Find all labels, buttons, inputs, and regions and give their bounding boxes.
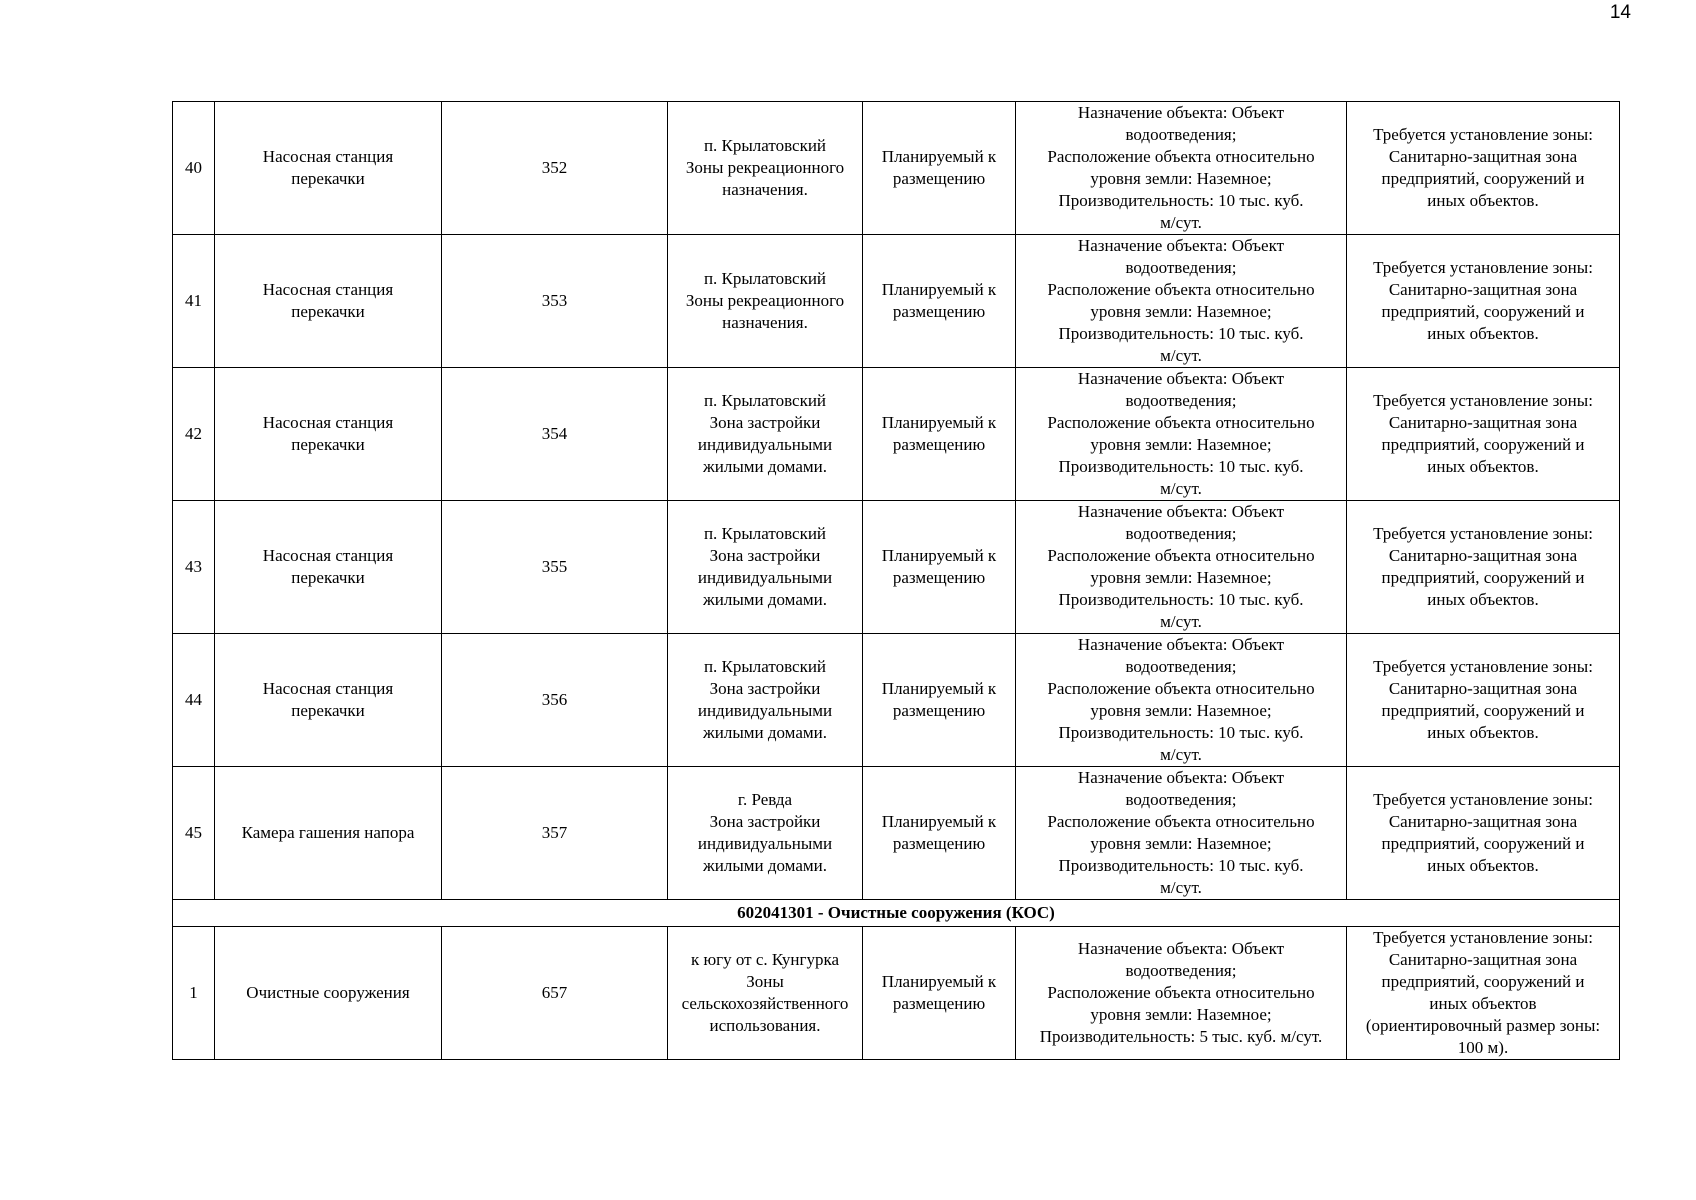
cell-status-line: размещению bbox=[892, 994, 986, 1013]
cell-characteristics-line: уровня земли: Наземное; bbox=[1090, 169, 1272, 188]
cell-zone-line: Требуется установление зоны: bbox=[1373, 125, 1593, 144]
cell-status-line: размещению bbox=[892, 169, 986, 188]
cell-zone-line: предприятий, сооружений и bbox=[1381, 169, 1585, 188]
cell-characteristics-line: уровня земли: Наземное; bbox=[1090, 834, 1272, 853]
cell-characteristics-line: водоотведения; bbox=[1125, 790, 1237, 809]
page-number: 14 bbox=[1609, 2, 1631, 23]
section-title: 602041301 - Очистные сооружения (КОС) bbox=[173, 900, 1620, 927]
cell-characteristics-line: Расположение объекта относительно bbox=[1047, 546, 1315, 565]
cell-characteristics-line: Производительность: 10 тыс. куб. bbox=[1058, 191, 1304, 210]
cell-location-line: жилыми домами. bbox=[703, 723, 827, 742]
cell-characteristics-line: Производительность: 10 тыс. куб. bbox=[1058, 723, 1304, 742]
cell-characteristics-line: водоотведения; bbox=[1125, 258, 1237, 277]
cell-zone-line: (ориентировочный размер зоны: bbox=[1365, 1016, 1601, 1035]
cell-object-name-line: перекачки bbox=[291, 302, 365, 321]
cell-characteristics-line: Назначение объекта: Объект bbox=[1077, 369, 1285, 388]
cell-number: 43 bbox=[173, 501, 215, 634]
cell-zone-line: Требуется установление зоны: bbox=[1373, 391, 1593, 410]
cell-zone bbox=[1347, 102, 1620, 235]
cell-zone-line: предприятий, сооружений и bbox=[1381, 568, 1585, 587]
cell-status-line: размещению bbox=[892, 701, 986, 720]
cell-status-line: размещению bbox=[892, 568, 986, 587]
cell-characteristics-line: Расположение объекта относительно bbox=[1047, 812, 1315, 831]
cell-object-name bbox=[215, 634, 442, 767]
cell-object-name-line: перекачки bbox=[291, 435, 365, 454]
cell-object-name-line: Насосная станция bbox=[262, 147, 394, 166]
cell-status bbox=[863, 927, 1016, 1060]
cell-location-line: Зона застройки bbox=[709, 546, 821, 565]
cell-zone-line: Требуется установление зоны: bbox=[1373, 657, 1593, 676]
cell-object-name-line: Насосная станция bbox=[262, 280, 394, 299]
cell-zone-line: Санитарно-защитная зона bbox=[1388, 413, 1578, 432]
cell-characteristics-line: м/сут. bbox=[1160, 479, 1202, 498]
cell-number: 41 bbox=[173, 235, 215, 368]
table-body bbox=[173, 102, 1620, 1060]
cell-status-line: Планируемый к bbox=[881, 812, 997, 831]
cell-object-name-line: Очистные сооружения bbox=[246, 983, 410, 1002]
cell-zone bbox=[1347, 368, 1620, 501]
cell-characteristics-line: водоотведения; bbox=[1125, 961, 1237, 980]
cell-location-line: жилыми домами. bbox=[703, 856, 827, 875]
cell-location-line: использования. bbox=[709, 1016, 821, 1035]
table-row bbox=[173, 927, 1620, 1060]
cell-number: 1 bbox=[173, 927, 215, 1060]
cell-code: 657 bbox=[442, 927, 668, 1060]
cell-zone-line: предприятий, сооружений и bbox=[1381, 435, 1585, 454]
cell-zone-line: Санитарно-защитная зона bbox=[1388, 147, 1578, 166]
cell-object-name-line: Камера гашения напора bbox=[241, 823, 415, 842]
cell-characteristics-line: водоотведения; bbox=[1125, 524, 1237, 543]
cell-location bbox=[668, 368, 863, 501]
cell-status-line: Планируемый к bbox=[881, 972, 997, 991]
cell-code: 356 bbox=[442, 634, 668, 767]
cell-location-line: жилыми домами. bbox=[703, 590, 827, 609]
cell-characteristics bbox=[1016, 767, 1347, 900]
cell-status bbox=[863, 235, 1016, 368]
cell-characteristics-line: Расположение объекта относительно bbox=[1047, 280, 1315, 299]
cell-location-line: индивидуальными bbox=[697, 701, 833, 720]
cell-zone-line: предприятий, сооружений и bbox=[1381, 701, 1585, 720]
cell-location-line: индивидуальными bbox=[697, 435, 833, 454]
cell-zone-line: Санитарно-защитная зона bbox=[1388, 679, 1578, 698]
cell-zone-line: иных объектов. bbox=[1427, 856, 1539, 875]
cell-zone bbox=[1347, 235, 1620, 368]
cell-zone-line: Санитарно-защитная зона bbox=[1388, 812, 1578, 831]
cell-number: 45 bbox=[173, 767, 215, 900]
cell-zone bbox=[1347, 927, 1620, 1060]
cell-characteristics-line: Назначение объекта: Объект bbox=[1077, 939, 1285, 958]
cell-characteristics-line: уровня земли: Наземное; bbox=[1090, 302, 1272, 321]
cell-characteristics-line: Назначение объекта: Объект bbox=[1077, 236, 1285, 255]
cell-location-line: п. Крылатовский bbox=[703, 657, 827, 676]
cell-location-line: п. Крылатовский bbox=[703, 524, 827, 543]
cell-location bbox=[668, 927, 863, 1060]
cell-number: 44 bbox=[173, 634, 215, 767]
cell-zone bbox=[1347, 634, 1620, 767]
cell-characteristics-line: уровня земли: Наземное; bbox=[1090, 701, 1272, 720]
cell-zone-line: Требуется установление зоны: bbox=[1373, 928, 1593, 947]
cell-object-name bbox=[215, 501, 442, 634]
cell-characteristics-line: Назначение объекта: Объект bbox=[1077, 502, 1285, 521]
cell-zone-line: иных объектов. bbox=[1427, 324, 1539, 343]
cell-location-line: индивидуальными bbox=[697, 568, 833, 587]
cell-zone-line: иных объектов. bbox=[1427, 191, 1539, 210]
cell-status bbox=[863, 634, 1016, 767]
cell-object-name-line: Насосная станция bbox=[262, 679, 394, 698]
cell-code: 352 bbox=[442, 102, 668, 235]
cell-location-line: Зоны bbox=[746, 972, 784, 991]
cell-characteristics-line: Назначение объекта: Объект bbox=[1077, 768, 1285, 787]
cell-zone-line: иных объектов. bbox=[1427, 457, 1539, 476]
table-row bbox=[173, 767, 1620, 900]
table-row bbox=[173, 235, 1620, 368]
cell-object-name-line: перекачки bbox=[291, 701, 365, 720]
cell-location-line: сельскохозяйственного bbox=[681, 994, 849, 1013]
cell-zone-line: предприятий, сооружений и bbox=[1381, 972, 1585, 991]
cell-location-line: г. Ревда bbox=[737, 790, 793, 809]
cell-zone-line: предприятий, сооружений и bbox=[1381, 834, 1585, 853]
cell-code: 353 bbox=[442, 235, 668, 368]
cell-characteristics bbox=[1016, 634, 1347, 767]
cell-characteristics-line: Расположение объекта относительно bbox=[1047, 147, 1315, 166]
cell-zone-line: Требуется установление зоны: bbox=[1373, 790, 1593, 809]
cell-location-line: Зона застройки bbox=[709, 812, 821, 831]
cell-characteristics bbox=[1016, 235, 1347, 368]
cell-object-name bbox=[215, 102, 442, 235]
section-header-row bbox=[173, 900, 1620, 927]
planned-objects-table bbox=[172, 101, 1620, 1060]
cell-characteristics-line: Производительность: 10 тыс. куб. bbox=[1058, 457, 1304, 476]
cell-code: 354 bbox=[442, 368, 668, 501]
table-row bbox=[173, 501, 1620, 634]
cell-characteristics-line: уровня земли: Наземное; bbox=[1090, 1005, 1272, 1024]
cell-characteristics bbox=[1016, 368, 1347, 501]
cell-zone bbox=[1347, 501, 1620, 634]
cell-location-line: п. Крылатовский bbox=[703, 391, 827, 410]
cell-location-line: Зоны рекреационного bbox=[685, 291, 845, 310]
cell-zone-line: иных объектов. bbox=[1427, 590, 1539, 609]
cell-characteristics-line: м/сут. bbox=[1160, 213, 1202, 232]
cell-location bbox=[668, 767, 863, 900]
table-row bbox=[173, 368, 1620, 501]
cell-zone-line: иных объектов bbox=[1429, 994, 1537, 1013]
cell-location-line: назначения. bbox=[722, 180, 808, 199]
cell-location bbox=[668, 102, 863, 235]
cell-status-line: Планируемый к bbox=[881, 546, 997, 565]
cell-zone-line: Санитарно-защитная зона bbox=[1388, 280, 1578, 299]
cell-object-name bbox=[215, 767, 442, 900]
cell-status bbox=[863, 102, 1016, 235]
cell-code: 355 bbox=[442, 501, 668, 634]
cell-location-line: Зона застройки bbox=[709, 679, 821, 698]
cell-status-line: Планируемый к bbox=[881, 413, 997, 432]
cell-object-name-line: Насосная станция bbox=[262, 413, 394, 432]
cell-location bbox=[668, 501, 863, 634]
cell-characteristics-line: водоотведения; bbox=[1125, 125, 1237, 144]
cell-object-name bbox=[215, 368, 442, 501]
cell-number: 40 bbox=[173, 102, 215, 235]
cell-location bbox=[668, 634, 863, 767]
cell-zone-line: Санитарно-защитная зона bbox=[1388, 546, 1578, 565]
cell-status bbox=[863, 767, 1016, 900]
cell-characteristics-line: водоотведения; bbox=[1125, 657, 1237, 676]
cell-number: 42 bbox=[173, 368, 215, 501]
cell-object-name-line: перекачки bbox=[291, 169, 365, 188]
cell-characteristics bbox=[1016, 102, 1347, 235]
table-row bbox=[173, 102, 1620, 235]
cell-characteristics-line: м/сут. bbox=[1160, 878, 1202, 897]
cell-location-line: Зоны рекреационного bbox=[685, 158, 845, 177]
cell-zone-line: иных объектов. bbox=[1427, 723, 1539, 742]
cell-location bbox=[668, 235, 863, 368]
cell-characteristics-line: Расположение объекта относительно bbox=[1047, 679, 1315, 698]
cell-location-line: п. Крылатовский bbox=[703, 136, 827, 155]
cell-zone-line: Санитарно-защитная зона bbox=[1388, 950, 1578, 969]
cell-characteristics-line: м/сут. bbox=[1160, 346, 1202, 365]
cell-characteristics-line: уровня земли: Наземное; bbox=[1090, 568, 1272, 587]
cell-characteristics-line: Производительность: 10 тыс. куб. bbox=[1058, 324, 1304, 343]
cell-zone bbox=[1347, 767, 1620, 900]
cell-characteristics-line: Расположение объекта относительно bbox=[1047, 983, 1315, 1002]
cell-location-line: жилыми домами. bbox=[703, 457, 827, 476]
cell-status bbox=[863, 501, 1016, 634]
cell-status-line: Планируемый к bbox=[881, 679, 997, 698]
cell-characteristics-line: уровня земли: Наземное; bbox=[1090, 435, 1272, 454]
cell-zone-line: Требуется установление зоны: bbox=[1373, 258, 1593, 277]
cell-location-line: п. Крылатовский bbox=[703, 269, 827, 288]
cell-characteristics-line: Назначение объекта: Объект bbox=[1077, 635, 1285, 654]
cell-location-line: назначения. bbox=[722, 313, 808, 332]
cell-zone-line: предприятий, сооружений и bbox=[1381, 302, 1585, 321]
cell-characteristics-line: Производительность: 10 тыс. куб. bbox=[1058, 856, 1304, 875]
cell-characteristics-line: м/сут. bbox=[1160, 745, 1202, 764]
cell-characteristics-line: Назначение объекта: Объект bbox=[1077, 103, 1285, 122]
cell-object-name-line: перекачки bbox=[291, 568, 365, 587]
cell-characteristics-line: водоотведения; bbox=[1125, 391, 1237, 410]
cell-characteristics-line: Производительность: 5 тыс. куб. м/сут. bbox=[1039, 1027, 1323, 1046]
cell-object-name-line: Насосная станция bbox=[262, 546, 394, 565]
cell-characteristics-line: Производительность: 10 тыс. куб. bbox=[1058, 590, 1304, 609]
cell-characteristics-line: м/сут. bbox=[1160, 612, 1202, 631]
cell-zone-line: Требуется установление зоны: bbox=[1373, 524, 1593, 543]
cell-object-name bbox=[215, 927, 442, 1060]
cell-characteristics bbox=[1016, 927, 1347, 1060]
table-row bbox=[173, 634, 1620, 767]
cell-status-line: Планируемый к bbox=[881, 280, 997, 299]
cell-location-line: к югу от с. Кунгурка bbox=[690, 950, 840, 969]
cell-location-line: Зона застройки bbox=[709, 413, 821, 432]
cell-location-line: индивидуальными bbox=[697, 834, 833, 853]
cell-characteristics bbox=[1016, 501, 1347, 634]
cell-zone-line: 100 м). bbox=[1457, 1038, 1509, 1057]
cell-status-line: размещению bbox=[892, 834, 986, 853]
cell-status-line: размещению bbox=[892, 435, 986, 454]
cell-object-name bbox=[215, 235, 442, 368]
cell-status bbox=[863, 368, 1016, 501]
cell-status-line: Планируемый к bbox=[881, 147, 997, 166]
cell-characteristics-line: Расположение объекта относительно bbox=[1047, 413, 1315, 432]
cell-status-line: размещению bbox=[892, 302, 986, 321]
cell-code: 357 bbox=[442, 767, 668, 900]
